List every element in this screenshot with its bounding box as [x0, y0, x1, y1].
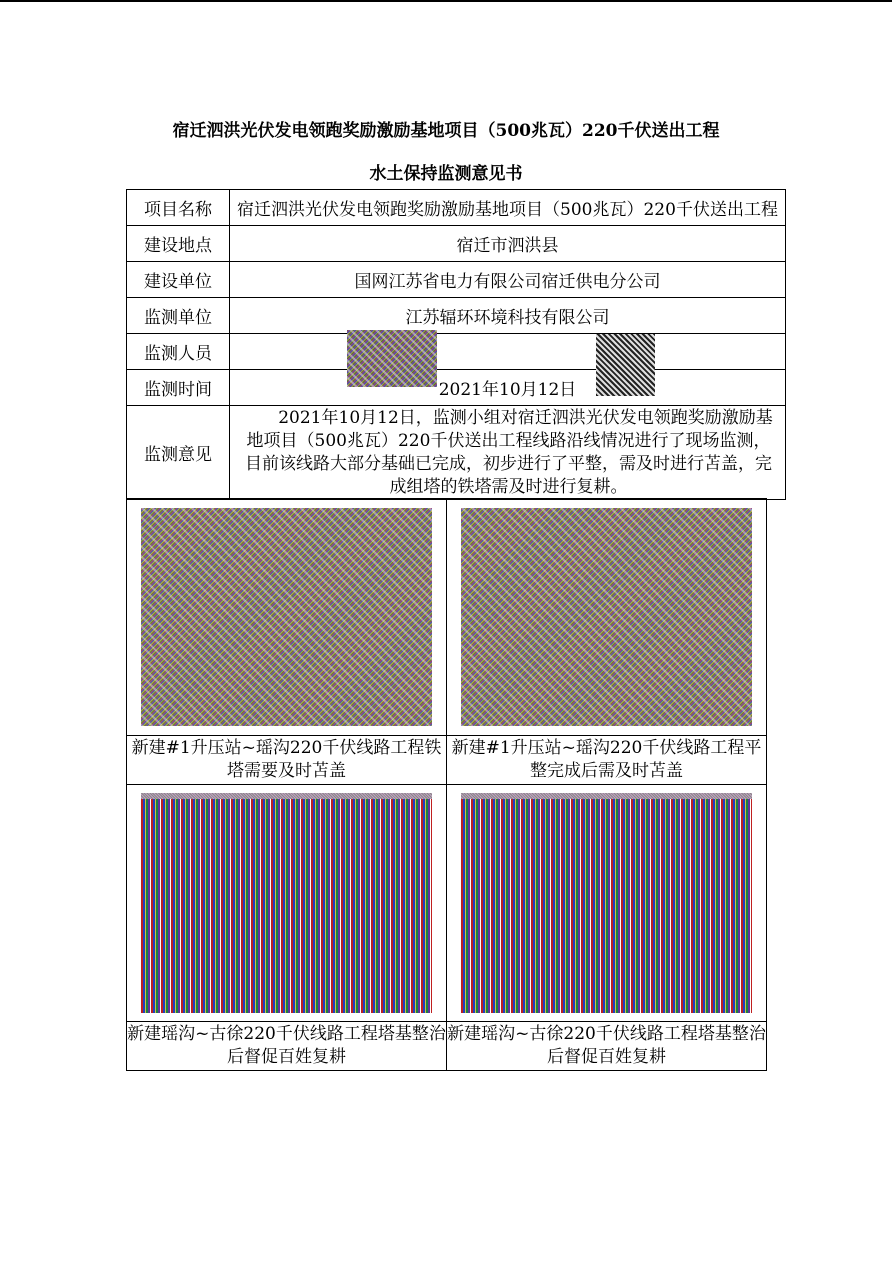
- photo-caption: 新建瑶沟~古徐220千伏线路工程塔基整治后督促百姓复耕: [127, 1022, 447, 1071]
- photo-cell: [447, 785, 767, 1022]
- photo-cell: [127, 499, 447, 736]
- table-row: [127, 785, 767, 1022]
- label-construction-unit: 建设单位: [127, 262, 230, 298]
- table-row: [127, 334, 786, 370]
- document-subtitle: 水土保持监测意见书: [369, 164, 523, 184]
- opinion-text: 2021年10月12日，监测小组对宿迁泗洪光伏发电领跑奖励激励基地项目（500兆瓦）220千伏送出工程线路沿线情况进行了现场监测，目前该线路大部分基础已完成，初步进行了平整，需及时进行苫盖，完成组塔的铁塔需及时进行复耕。: [245, 407, 773, 497]
- value-monitoring-unit: 江苏辐环环境科技有限公司: [230, 298, 786, 334]
- table-row: [127, 298, 786, 334]
- table-row: [127, 736, 767, 785]
- photo-caption: 新建#1升压站~瑶沟220千伏线路工程平整完成后需及时苫盖: [447, 736, 767, 785]
- table-row: [127, 406, 786, 500]
- label-monitoring-opinion: 监测意见: [127, 406, 230, 500]
- label-monitoring-time: 监测时间: [127, 370, 230, 406]
- table-row: [127, 190, 786, 226]
- document-title: 宿迁泗洪光伏发电领跑奖励激励基地项目（500兆瓦）220千伏送出工程: [172, 121, 720, 141]
- table-row: [127, 1022, 767, 1071]
- value-monitoring-time: 2021年10月12日: [230, 370, 786, 406]
- value-location: 宿迁市泗洪县: [230, 226, 786, 262]
- label-monitoring-unit: 监测单位: [127, 298, 230, 334]
- photo-table: [126, 498, 767, 1071]
- table-row: [127, 370, 786, 406]
- top-border-line: [0, 0, 892, 2]
- label-location: 建设地点: [127, 226, 230, 262]
- photo-caption: 新建瑶沟~古徐220千伏线路工程塔基整治后督促百姓复耕: [447, 1022, 767, 1071]
- label-project-name: 项目名称: [127, 190, 230, 226]
- photo-caption: 新建#1升压站~瑶沟220千伏线路工程铁塔需要及时苫盖: [127, 736, 447, 785]
- signature-image: [347, 330, 437, 387]
- site-photo: [461, 508, 752, 726]
- label-monitoring-staff: 监测人员: [127, 334, 230, 370]
- value-project-name: 宿迁泗洪光伏发电领跑奖励激励基地项目（500兆瓦）220千伏送出工程: [230, 190, 786, 226]
- table-row: [127, 226, 786, 262]
- photo-cell: [127, 785, 447, 1022]
- photo-cell: [447, 499, 767, 736]
- value-monitoring-opinion: [230, 406, 786, 500]
- site-photo: [461, 793, 752, 1013]
- table-row: [127, 262, 786, 298]
- site-photo: [141, 508, 432, 726]
- value-monitoring-staff: [230, 334, 786, 370]
- site-photo: [141, 793, 432, 1013]
- signature-image: [596, 334, 655, 396]
- info-table: [126, 189, 786, 500]
- value-construction-unit: 国网江苏省电力有限公司宿迁供电分公司: [230, 262, 786, 298]
- table-row: [127, 499, 767, 736]
